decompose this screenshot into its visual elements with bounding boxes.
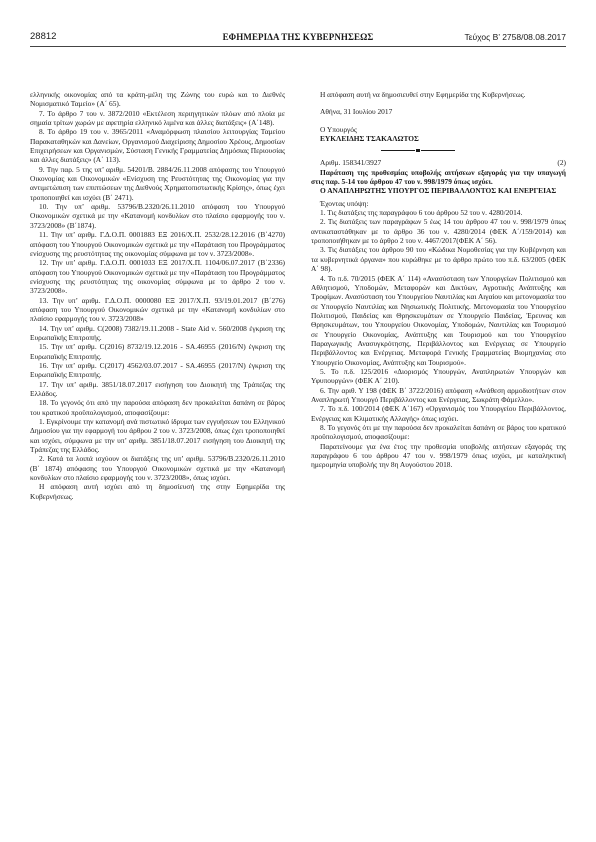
paragraph: 14. Την υπ’ αριθμ. C(2008) 7382/19.11.2008 - State Aid ν. 560/2008 έγκριση της Ευρωπαϊκής Επιτροπής. bbox=[30, 323, 285, 342]
page-number: 28812 bbox=[30, 31, 57, 42]
minister-name: ΕΥΚΛΕΙΔΗΣ ΤΣΑΚΑΛΩΤΟΣ bbox=[320, 134, 419, 144]
paragraph: 1. Εγκρίνουμε την κατανομή ανά πιστωτικό ίδρυμα των εγγυήσεων του Ελληνικού Δημοσίου για την εφαρμογή του άρθρου 2 του ν. 3723/2008, όπως έχει τροποποιηθεί και ισχύει, σύμφωνα με την υπ’ αριθμ. 3851/18.07.2017 εισήγηση του Διοικητή της Τράπεζας της Ελλάδος. bbox=[30, 417, 285, 455]
paragraph: 18. Το γεγονός ότι από την παρούσα απόφαση δεν προκαλείται δαπάνη σε βάρος του κρατικού προϋπολογισμού, αποφασίζουμε: bbox=[30, 398, 285, 417]
minister-title: Ο Υπουργός bbox=[320, 124, 357, 134]
paragraph: 5. Το π.δ. 125/2016 «Διορισμός Υπουργών, Αναπληρωτών Υπουργών και Υφυπουργών» (ΦΕΚ Α΄ 210). bbox=[311, 366, 566, 386]
separator-mark bbox=[415, 148, 421, 153]
section-separator bbox=[381, 149, 455, 152]
page-header bbox=[30, 29, 566, 45]
paragraph: 3. Τις διατάξεις του άρθρου 90 του «Κώδικα Νομοθεσίας για την Κυβέρνηση και τα κυβερνητικά όργανα» που κυρώθηκε με το άρθρο πρώτο του π.δ. 63/2005 (ΦΕΚ Α΄ 98). bbox=[311, 245, 566, 274]
paragraph: 9. Την παρ. 5 της υπ’ αριθμ. 54201/Β. 2884/26.11.2008 απόφασης του Υπουργού Οικονομίας και Οικονομικών «Ενίσχυση της Ρευστότητας της Οικονομίας για την αντιμετώπιση των επιπτώσεων της Διεθνούς Χρηματοπιστωτικής Κρίσης», όπως έχει τροποποιηθεί και ισχύει (Β΄ 2471). bbox=[30, 164, 285, 202]
decision-tag: (2) bbox=[557, 158, 566, 168]
paragraph: 15. Την υπ’ αριθμ. C(2016) 8732/19.12.2016 - SA.46955 (2016/Ν) έγκριση της Ευρωπαϊκής Επιτροπής. bbox=[30, 342, 285, 361]
paragraph: ελληνικής οικονομίας από τα κράτη-μέλη της Ζώνης του ευρώ και το Διεθνές Νομισματικό Ταμείο» (Α΄ 65). bbox=[30, 90, 285, 109]
header-divider bbox=[30, 46, 566, 47]
paragraph: 17. Την υπ’ αριθμ. 3851/18.07.2017 εισήγηση του Διοικητή της Τράπεζας της Ελλάδος. bbox=[30, 379, 285, 398]
paragraph: 4. Το π.δ. 70/2015 (ΦΕΚ Α΄ 114) «Ανασύσταση των Υπουργείων Πολιτισμού και Αθλητισμού, Υποδομών, Μεταφορών και Δικτύων, Αγροτικής Ανάπτυξης και Τροφίμων. Ανασύσταση του Υπουργείου Ναυτιλίας και Αιγαίου και μετονομασία του σε Υπουργείο Ναυτιλίας και Νησιωτικής Πολιτικής. Μετονομασία του Υπουργείου Πολιτισμού, Παιδείας και Θρησκευμάτων σε Υπουργείο Παιδείας, Έρευνας και Θρησκευμάτων, του Υπουργείου Οικονομίας, Υποδομών, Ναυτιλίας και Τουρισμού σε Υπουργείο Οικονομίας, Ανάπτυξης και Τουρισμού και του Υπουργείου Παραγωγικής Ανασυγκρότησης, Περιβάλλοντος και Ενέργειας σε Υπουργείο Περιβάλλοντος και Ενέργειας. Μεταφορά Γενικής Γραμματείας Βιομηχανίας στο Υπουργείο Οικονομίας, Ανάπτυξης και Τουρισμού». bbox=[311, 273, 566, 367]
decision-number-row bbox=[311, 158, 566, 167]
issue-reference: Τεύχος Β’ 2758/08.08.2017 bbox=[464, 32, 566, 42]
ministry-heading: Ο ΑΝΑΠΛΗΡΩΤΗΣ ΥΠΟΥΡΓΟΣ ΠΕΡΙΒΑΛΛΟΝΤΟΣ ΚΑΙ ΕΝΕΡΓΕΙΑΣ bbox=[320, 186, 557, 196]
paragraph: 7. Το άρθρο 7 του ν. 3872/2010 «Εκτέλεση περιηγητικών πλόων από πλοία με σημαία τρίτων χωρών με αφετηρία ελληνικό λιμένα και άλλες διατάξεις» (Α΄148). bbox=[30, 108, 285, 128]
decision-title: Παράταση της προθεσμίας υποβολής αιτήσεων εξαγοράς για την υπαγωγή στις παρ. 5-14 του άρθρου 47 του ν. 998/1979 όπως ισχύει. bbox=[311, 167, 566, 187]
paragraph: 13. Την υπ’ αριθμ. Γ.Δ.Ο.Π. 0000080 ΕΞ 2017/Χ.Π. 93/19.01.2017 (Β΄276) απόφαση του Υπουργού Οικονομικών σχετικά με την «Κατανομή κονδυλίων στο πλαίσιο εφαρμογής του ν. 3723/2008» bbox=[30, 295, 285, 324]
paragraph: 2. Κατά τα λοιπά ισχύουν οι διατάξεις της υπ’ αριθμ. 53796/Β.2320/26.11.2010 (Β΄ 1874) απόφασης του Υπουργού Οικονομικών σχετικά με την «Κατανομή κονδυλίων στο πλαίσιο εφαρμογής του ν. 3723/2008», όπως ισχύει. bbox=[30, 454, 285, 483]
paragraph: Παρατείνουμε για ένα έτος την προθεσμία υποβολής αιτήσεων εξαγοράς της παραγράφου 6 του άρθρου 47 του ν. 998/1979 όπως ισχύει, με καταληκτική ημερομηνία υποβολής την 8η Αυγούστου 2018. bbox=[311, 441, 566, 470]
right-column bbox=[311, 90, 566, 470]
left-column bbox=[30, 90, 285, 501]
place-date: Αθήνα, 31 Ιουλίου 2017 bbox=[320, 107, 393, 117]
paragraph: Η απόφαση αυτή ισχύει από τη δημοσίευσή της στην Εφημερίδα της Κυβερνήσεως. bbox=[30, 482, 285, 501]
paragraph: 7. Το π.δ. 100/2014 (ΦΕΚ Α΄167) «Οργανισμός του Υπουργείου Περιβάλλοντος, Ενέργειας και Κλιματικής Αλλαγής» όπως ισχύει. bbox=[311, 404, 566, 423]
gazette-name: ΕΦΗΜΕΡΙΔΑ ΤΗΣ ΚΥΒΕΡΝΗΣΕΩΣ bbox=[222, 32, 374, 42]
paragraph: 1. Τις διατάξεις της παραγράφου 6 του άρθρου 52 του ν. 4280/2014. bbox=[320, 208, 523, 218]
considering-label: Έχοντας υπόψη: bbox=[320, 198, 369, 208]
paragraph: 10. Την υπ’ αριθμ. 53796/Β.2320/26.11.2010 απόφαση του Υπουργού Οικονομικών σχετικά με την «Κατανομή κονδυλίων στο πλαίσιο εφαρμογής του ν. 3723/2008» (Β΄1874). bbox=[30, 202, 285, 230]
decision-number: Αριθμ. 158341/3927 bbox=[320, 158, 382, 168]
paragraph: 16. Την υπ’ αριθμ. C(2017) 4562/03.07.2017 - SA.46955 (2017/Ν) έγκριση της Ευρωπαϊκής Επιτροπής. bbox=[30, 360, 285, 380]
paragraph: 8. Το άρθρο 19 του ν. 3965/2011 «Αναμόρφωση πλαισίου λειτουργίας Ταμείου Παρακαταθηκών και Δανείων, Οργανισμού Διαχείρισης Δημοσίου Χρέους, Δημοσίων Επιχειρήσεων και Οργανισμών, Σύσταση Γενικής Γραμματείας Δημόσιας Περιουσίας και άλλες διατάξεις» (Α΄ 113). bbox=[30, 127, 285, 165]
paragraph: 8. Το γεγονός ότι με την παρούσα δεν προκαλείται δαπάνη σε βάρος του κρατικού προϋπολογισμού, αποφασίζουμε: bbox=[311, 423, 566, 442]
paragraph: 11. Την υπ’ αριθμ. Γ.Δ.Ο.Π. 0001883 ΕΞ 2016/Χ.Π. 2532/28.12.2016 (Β΄4270) απόφαση του Υπουργού Οικονομικών σχετικά με την «Παράταση του Προγράμματος ενίσχυσης της ρευστότητας της οικονομίας σύμφωνα με τον ν. 3723/2008». bbox=[30, 230, 285, 258]
paragraph: 2. Τις διατάξεις των παραγράφων 5 έως 14 του άρθρου 47 του ν. 998/1979 όπως αντικαταστάθηκαν με το άρθρο 36 του ν. 4280/2014 (ΦΕΚ Α΄/159/2014) και τροποποιήθηκαν με το άρθρο 2 του ν. 4467/2017(ΦΕΚ Α΄ 56). bbox=[311, 217, 566, 246]
publish-note: Η απόφαση αυτή να δημοσιευθεί στην Εφημερίδα της Κυβερνήσεως. bbox=[320, 90, 526, 99]
paragraph: 6. Την αριθ. Υ 198 (ΦΕΚ Β΄ 3722/2016) απόφαση «Ανάθεση αρμοδιοτήτων στον Αναπληρωτή Υπουργό Περιβάλλοντος και Ενέργειας, Σωκράτη Φάμελλο». bbox=[311, 385, 566, 404]
paragraph: 12. Την υπ’ αριθμ. Γ.Δ.Ο.Π. 0001033 ΕΞ 2017/Χ.Π. 1104/06.07.2017 (Β΄2336) απόφαση του Υπουργού Οικονομικών σχετικά με την «Παράταση του Προγράμματος ενίσχυσης της ρευστότητας της οικονομίας σύμφωνα με το άρθρο 2 του ν. 3723/2008». bbox=[30, 258, 285, 296]
